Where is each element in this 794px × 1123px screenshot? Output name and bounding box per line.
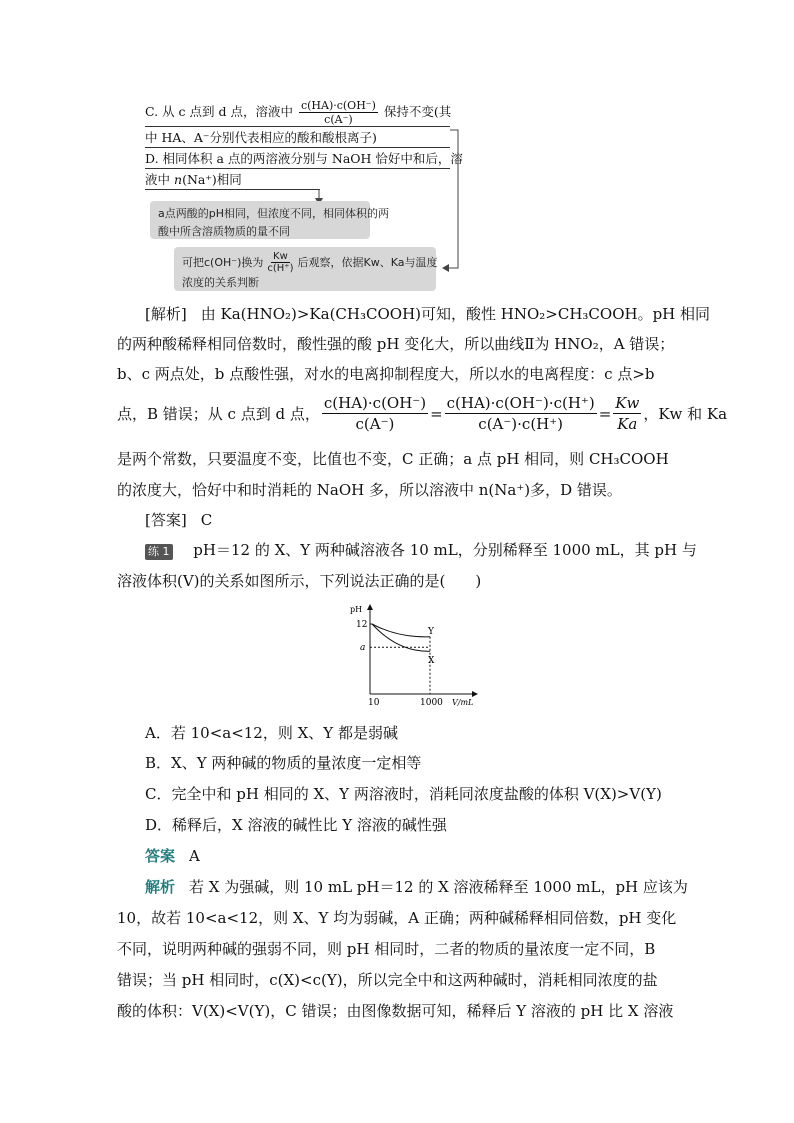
note-a-point: a点两酸的pH相同，但浓度不同，相同体积的两 酸中所含溶质物质的量不同 <box>150 201 370 239</box>
note-kw-ka: 可把c(OH⁻)换为 $\frac{Kw}{c(H^+)}$ 后观察，依据Kw、Ka与温度 浓度的关系判断 <box>174 247 436 291</box>
analysis1-line2: 的两种酸稀释相同倍数时，酸性强的酸 pH 变化大，所以曲线Ⅱ为 HNO₂，A 错误； <box>117 335 675 353</box>
practice-icon: 练 1 <box>145 544 173 560</box>
fraction-3: $\frac{Kw}{Ka}$ <box>615 394 640 433</box>
option-a: A．若 10<a<12，则 X、Y 都是弱碱 <box>145 724 398 742</box>
option-c-line2: 中 HA、A⁻分别代表相应的酸和酸根离子) <box>145 130 377 145</box>
practice-line2: 溶液体积(V)的关系如图所示，下列说法正确的是( ) <box>117 572 482 590</box>
ph-volume-chart <box>340 602 480 710</box>
option-d-line2: 液中 n(Na⁺)相同 <box>145 172 242 187</box>
chart-labels <box>350 605 473 708</box>
answer2: 答案 A <box>145 847 200 865</box>
fraction-1: $\frac{c(HA)\cdot c(OH^-)}{c(A^-)}$ <box>323 394 427 433</box>
series-x-label: X <box>428 656 435 667</box>
option-c-fraction: $\frac{c(HA)\cdot c(OH^-)}{c(A^-)}$ <box>300 99 376 126</box>
chart-axes <box>367 604 478 697</box>
analysis1-line3: b、c 两点处，b 点酸性强，对水的电离抑制程度大，所以水的电离程度：c 点>b <box>117 365 655 383</box>
series-y-line <box>372 624 430 637</box>
option-d-line1: D. 相同体积 a 点的两溶液分别与 NaOH 恰好中和后，溶 <box>145 151 463 166</box>
y-axis-arrow <box>367 604 373 610</box>
fraction-2: $\frac{c(HA)\cdot c(OH^-)\cdot c(H^+)}{c(A^-)\cdot c(H^+)}$ <box>446 394 595 433</box>
analysis1-line1: [解析] 由 Ka(HNO₂)>Ka(CH₃COOH)可知，酸性 HNO₂>CH₃COOH。pH 相同 <box>145 305 711 323</box>
analysis1-line5: 是两个常数，只要温度不变，比值也不变，C 正确；a 点 pH 相同，则 CH₃COOH <box>117 450 669 468</box>
analysis2-line5: 酸的体积：V(X)<V(Y)，C 错误；由图像数据可知，稀释后 Y 溶液的 pH 比 X 溶液 <box>117 1002 674 1020</box>
answer1: [答案] C <box>145 511 213 529</box>
y-tick-a: a <box>360 643 366 654</box>
y-axis-label: pH <box>350 605 363 614</box>
analysis2-line1: 解析 若 X 为强碱，则 10 mL pH＝12 的 X 溶液稀释至 1000 mL，pH 应该为 <box>145 878 688 896</box>
x-axis-label: V/mL <box>452 698 474 707</box>
y-tick-12: 12 <box>356 620 368 630</box>
option-c-line1: C. 从 c 点到 d 点，溶液中 $\frac{c(HA)\cdot c(OH^-)}{c(A^-)}$ 保持不变(其 <box>145 99 452 126</box>
analysis1-line6: 的浓度大，恰好中和时消耗的 NaOH 多，所以溶液中 n(Na⁺)多，D 错误。 <box>117 481 622 499</box>
analysis2-line3: 不同，说明两种碱的强弱不同，则 pH 相同时，二者的物质的量浓度一定不同，B <box>117 940 656 958</box>
chart-series <box>372 624 430 651</box>
x-axis-arrow <box>472 691 478 697</box>
x-tick-10: 10 <box>368 698 380 708</box>
option-c: C．完全中和 pH 相同的 X、Y 两溶液时，消耗同浓度盐酸的体积 V(X)>V(Y) <box>145 785 662 803</box>
option-d: D．稀释后，X 溶液的碱性比 Y 溶液的碱性强 <box>145 816 447 834</box>
analysis2-line2: 10，故若 10<a<12，则 X、Y 均为弱碱，A 正确；两种碱稀释相同倍数，pH 变化 <box>117 909 677 927</box>
practice-line1: 练 1 pH＝12 的 X、Y 两种碱溶液各 10 mL，分别稀释至 1000 mL，其 pH 与 <box>145 540 697 560</box>
x-tick-1000: 1000 <box>420 698 443 708</box>
option-b: B．X、Y 两种碱的物质的量浓度一定相等 <box>145 754 422 772</box>
analysis1-line4: 点，B 错误；从 c 点到 d 点， $\frac{c(HA)\cdot c(OH^-)}{c(A^-)}$ = $\frac{c(HA)\cdot c(OH^-)\cdot c(H^+)}{c(A^-)\cdot c(H^+)}$ = $\frac{Kw}{Ka}$ ，Kw 和 Ka <box>117 394 728 433</box>
analysis2-line4: 错误；当 pH 相同时，c(X)<c(Y)，所以完全中和这两种碱时，消耗相同浓度的盐 <box>117 971 658 989</box>
series-y-label: Y <box>428 626 434 637</box>
